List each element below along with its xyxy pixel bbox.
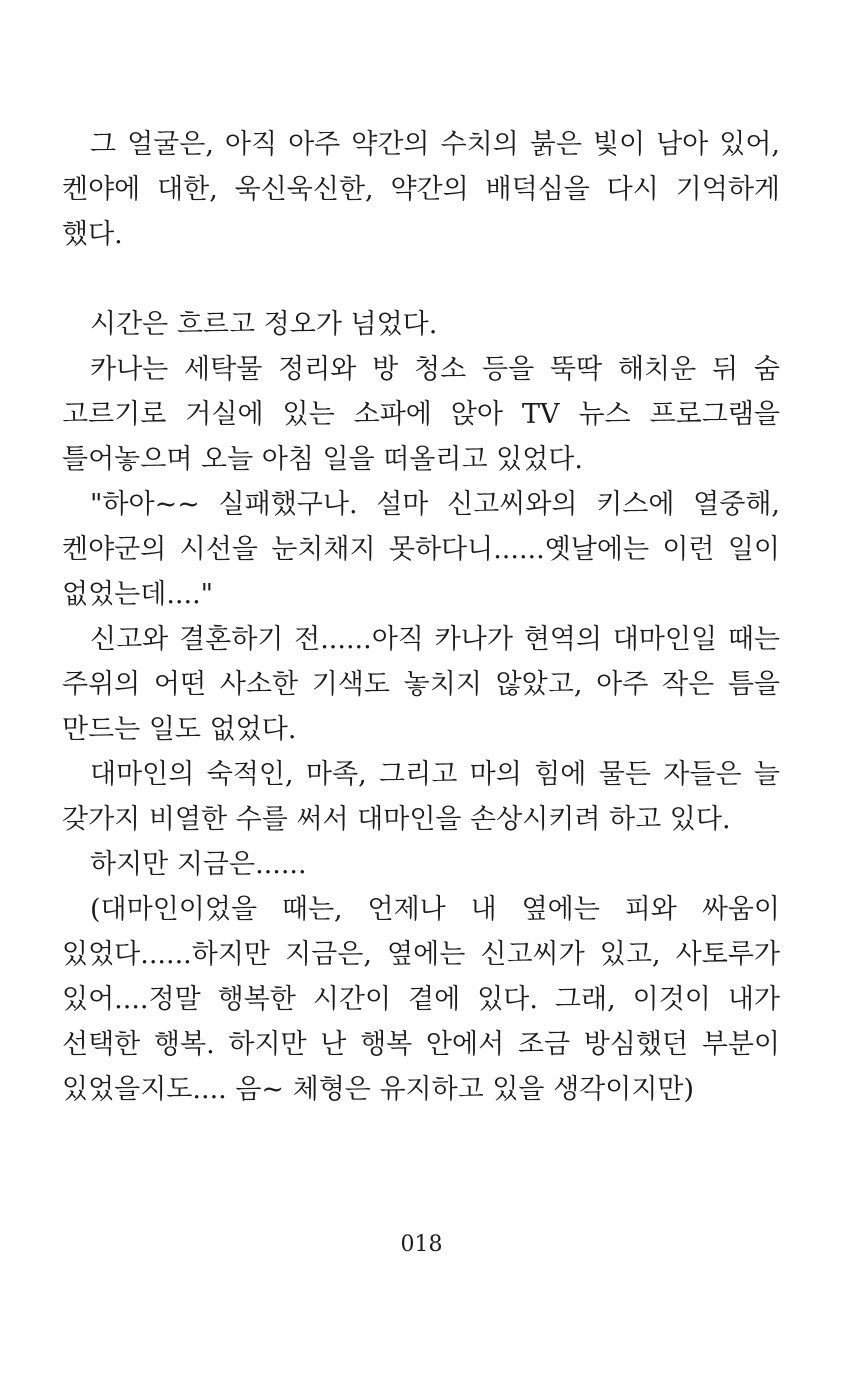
paragraph: 하지만 지금은......: [90, 849, 307, 880]
text-section-1: [62, 122, 780, 257]
paragraph: 그 얼굴은, 아직 아주 약간의 수치의 붉은 빛이 남아 있어, 켄야에 대한, 욱신욱신한, 약간의 배덕심을 다시 기억하게 했다.: [62, 129, 780, 250]
page-number: 018: [400, 1232, 443, 1257]
paragraph: 신고와 결혼하기 전......아직 카나가 현역의 대마인일 때는 주위의 어떤 사소한 기색도 놓치지 않았고, 아주 작은 틈을 만드는 일도 없었다.: [62, 624, 780, 745]
paragraph: 시간은 흐르고 정오가 넘었다.: [90, 309, 438, 340]
paragraph: 카나는 세탁물 정리와 방 청소 등을 뚝딱 해치운 뒤 숨 고르기로 거실에 있는 소파에 앉아 TV 뉴스 프로그램을 틀어놓으며 오늘 아침 일을 떠올리고 있었다.: [62, 354, 780, 475]
text-section-2: [62, 302, 780, 1112]
paragraph: (대마인이었을 때는, 언제나 내 옆에는 피와 싸움이 있었다......하지만 지금은, 옆에는 신고씨가 있고, 사토루가 있어....정말 행복한 시간이 곁에 있다. 그래, 이것이 내가 선택한 행복. 하지만 난 행복 안에서 조금 방심했던 부분이 있었을지도.... 음~ 체형은 유지하고 있을 생각이지만): [62, 894, 780, 1105]
paragraph: 대마인의 숙적인, 마족, 그리고 마의 힘에 물든 자들은 늘 갖가지 비열한 수를 써서 대마인을 손상시키려 하고 있다.: [62, 759, 780, 835]
paragraph: "하아~~ 실패했구나. 설마 신고씨와의 키스에 열중해, 켄야군의 시선을 눈치채지 못하다니......옛날에는 이런 일이 없었는데....": [62, 489, 780, 610]
